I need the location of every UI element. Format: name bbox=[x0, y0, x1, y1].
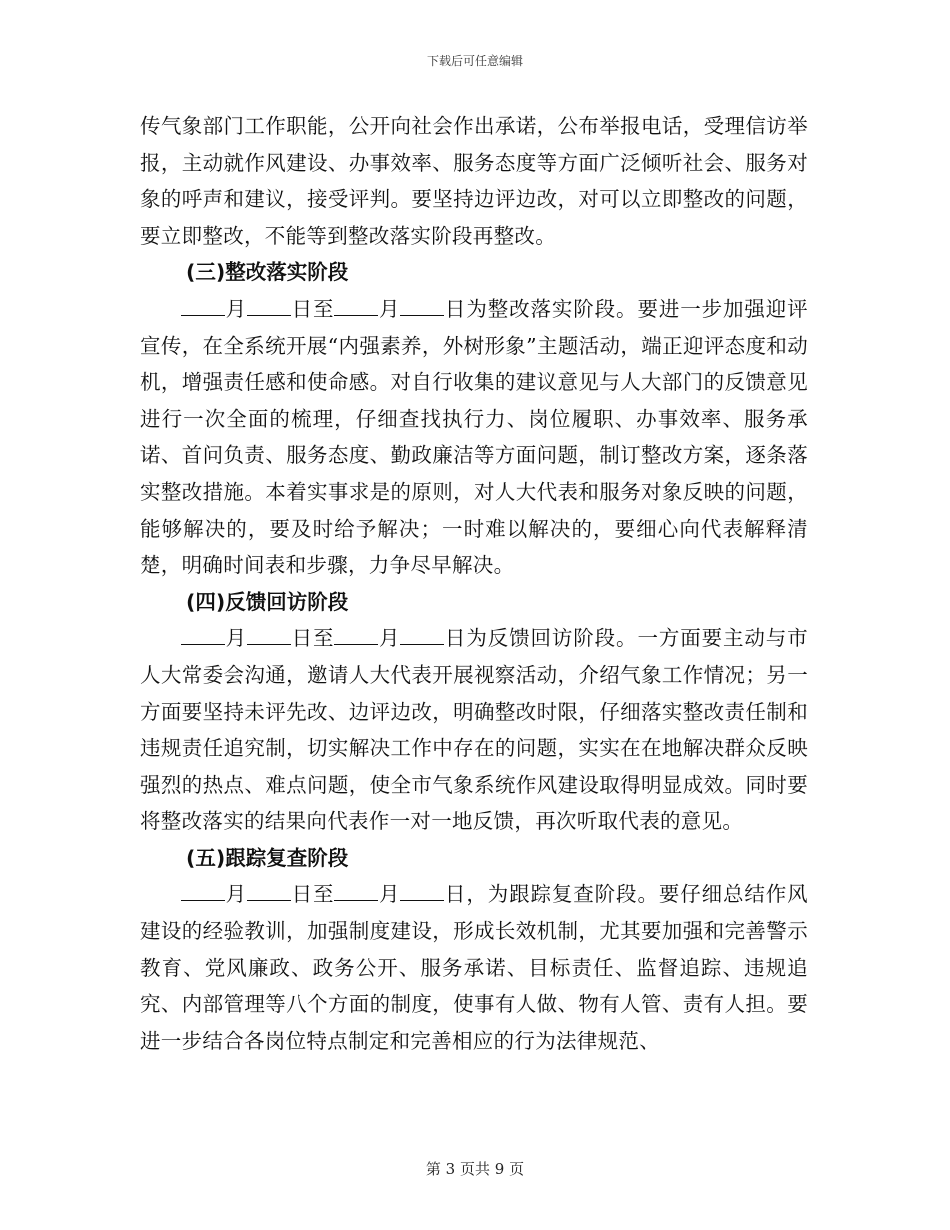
section-heading-4: (四)反馈回访阶段 bbox=[186, 589, 349, 614]
text-fragment: 日至 bbox=[290, 296, 335, 321]
date-blank bbox=[247, 643, 291, 645]
paragraph-intro: 传气象部门工作职能，公开向社会作出承诺，公布举报电话，受理信访举报，主动就作风建设、办事效率、服务态度等方面广泛倾听社会、服务对象的呼声和建议，接受评判。要坚持边评边改，对可以立即整改的问题，要立即整改，不能等到整改落实阶段再整改。 bbox=[140, 114, 808, 248]
paragraph-section-5 bbox=[140, 876, 808, 1059]
date-blank bbox=[334, 314, 378, 316]
text-fragment: 月 bbox=[378, 882, 401, 907]
text-fragment: 日，为跟踪复查阶段。要仔细总结作风建设的经验教训，加强制度建设，形成长效机制，尤其要加强和完善警示教育、党风廉政、政务公开、服务承诺、目标责任、监督追踪、违规追究、内部管理等八个方面的制度，使事有人做、物有人管、责有人担。要进一步结合各岗位特点制定和完善相应的行为法律规范、 bbox=[140, 882, 808, 1053]
date-blank bbox=[247, 314, 291, 316]
section-heading-5: (五)跟踪复查阶段 bbox=[186, 845, 349, 870]
date-blank bbox=[400, 314, 444, 316]
text-fragment: 日为反馈回访阶段。一方面要主动与市人大常委会沟通，邀请人大代表开展视察活动，介绍气象工作情况；另一方面要坚持未评先改、边评边改，明确整改时限，仔细落实整改责任制和违规责任追究制，切实解决工作中存在的问题，实实在在地解决群众反映强烈的热点、难点问题，使全市气象系统作风建设取得明显成效。同时要将整改落实的结果向代表作一对一地反馈，再次听取代表的意见。 bbox=[140, 626, 808, 834]
text-fragment: 月 bbox=[378, 626, 401, 651]
date-blank bbox=[181, 899, 225, 901]
text-fragment: 月 bbox=[225, 296, 247, 321]
text-fragment: 月 bbox=[225, 626, 247, 651]
page-header: 下载后可任意编辑 bbox=[426, 54, 523, 68]
date-blank bbox=[334, 899, 378, 901]
section-heading-3: (三)整改落实阶段 bbox=[186, 260, 349, 285]
text-fragment: 月 bbox=[378, 296, 401, 321]
page-footer: 第 3 页共 9 页 bbox=[425, 1160, 525, 1178]
text-fragment: 日至 bbox=[290, 626, 335, 651]
date-blank bbox=[400, 899, 444, 901]
date-blank bbox=[334, 643, 378, 645]
text-fragment: 日为整改落实阶段。要进一步加强迎评宣传，在全系统开展“内强素养，外树形象”主题活动，端正迎评态度和动机，增强责任感和使命感。对自行收集的建议意见与人大部门的反馈意见进行一次全面的梳理，仔细查找执行力、岗位履职、办事效率、服务承诺、首问负责、服务态度、勤政廉洁等方面问题，制订整改方案，逐条落实整改措施。本着实事求是的原则，对人大代表和服务对象反映的问题，能够解决的，要及时给予解决；一时难以解决的，要细心向代表解释清楚，明确时间表和步骤，力争尽早解决。 bbox=[140, 296, 808, 578]
text-fragment: 日至 bbox=[290, 882, 335, 907]
text-fragment: 月 bbox=[225, 882, 247, 907]
paragraph-section-4 bbox=[140, 620, 808, 840]
date-blank bbox=[181, 643, 225, 645]
date-blank bbox=[247, 899, 291, 901]
document-body bbox=[140, 108, 808, 1059]
paragraph-section-3 bbox=[140, 291, 808, 584]
date-blank bbox=[400, 643, 444, 645]
date-blank bbox=[181, 314, 225, 316]
